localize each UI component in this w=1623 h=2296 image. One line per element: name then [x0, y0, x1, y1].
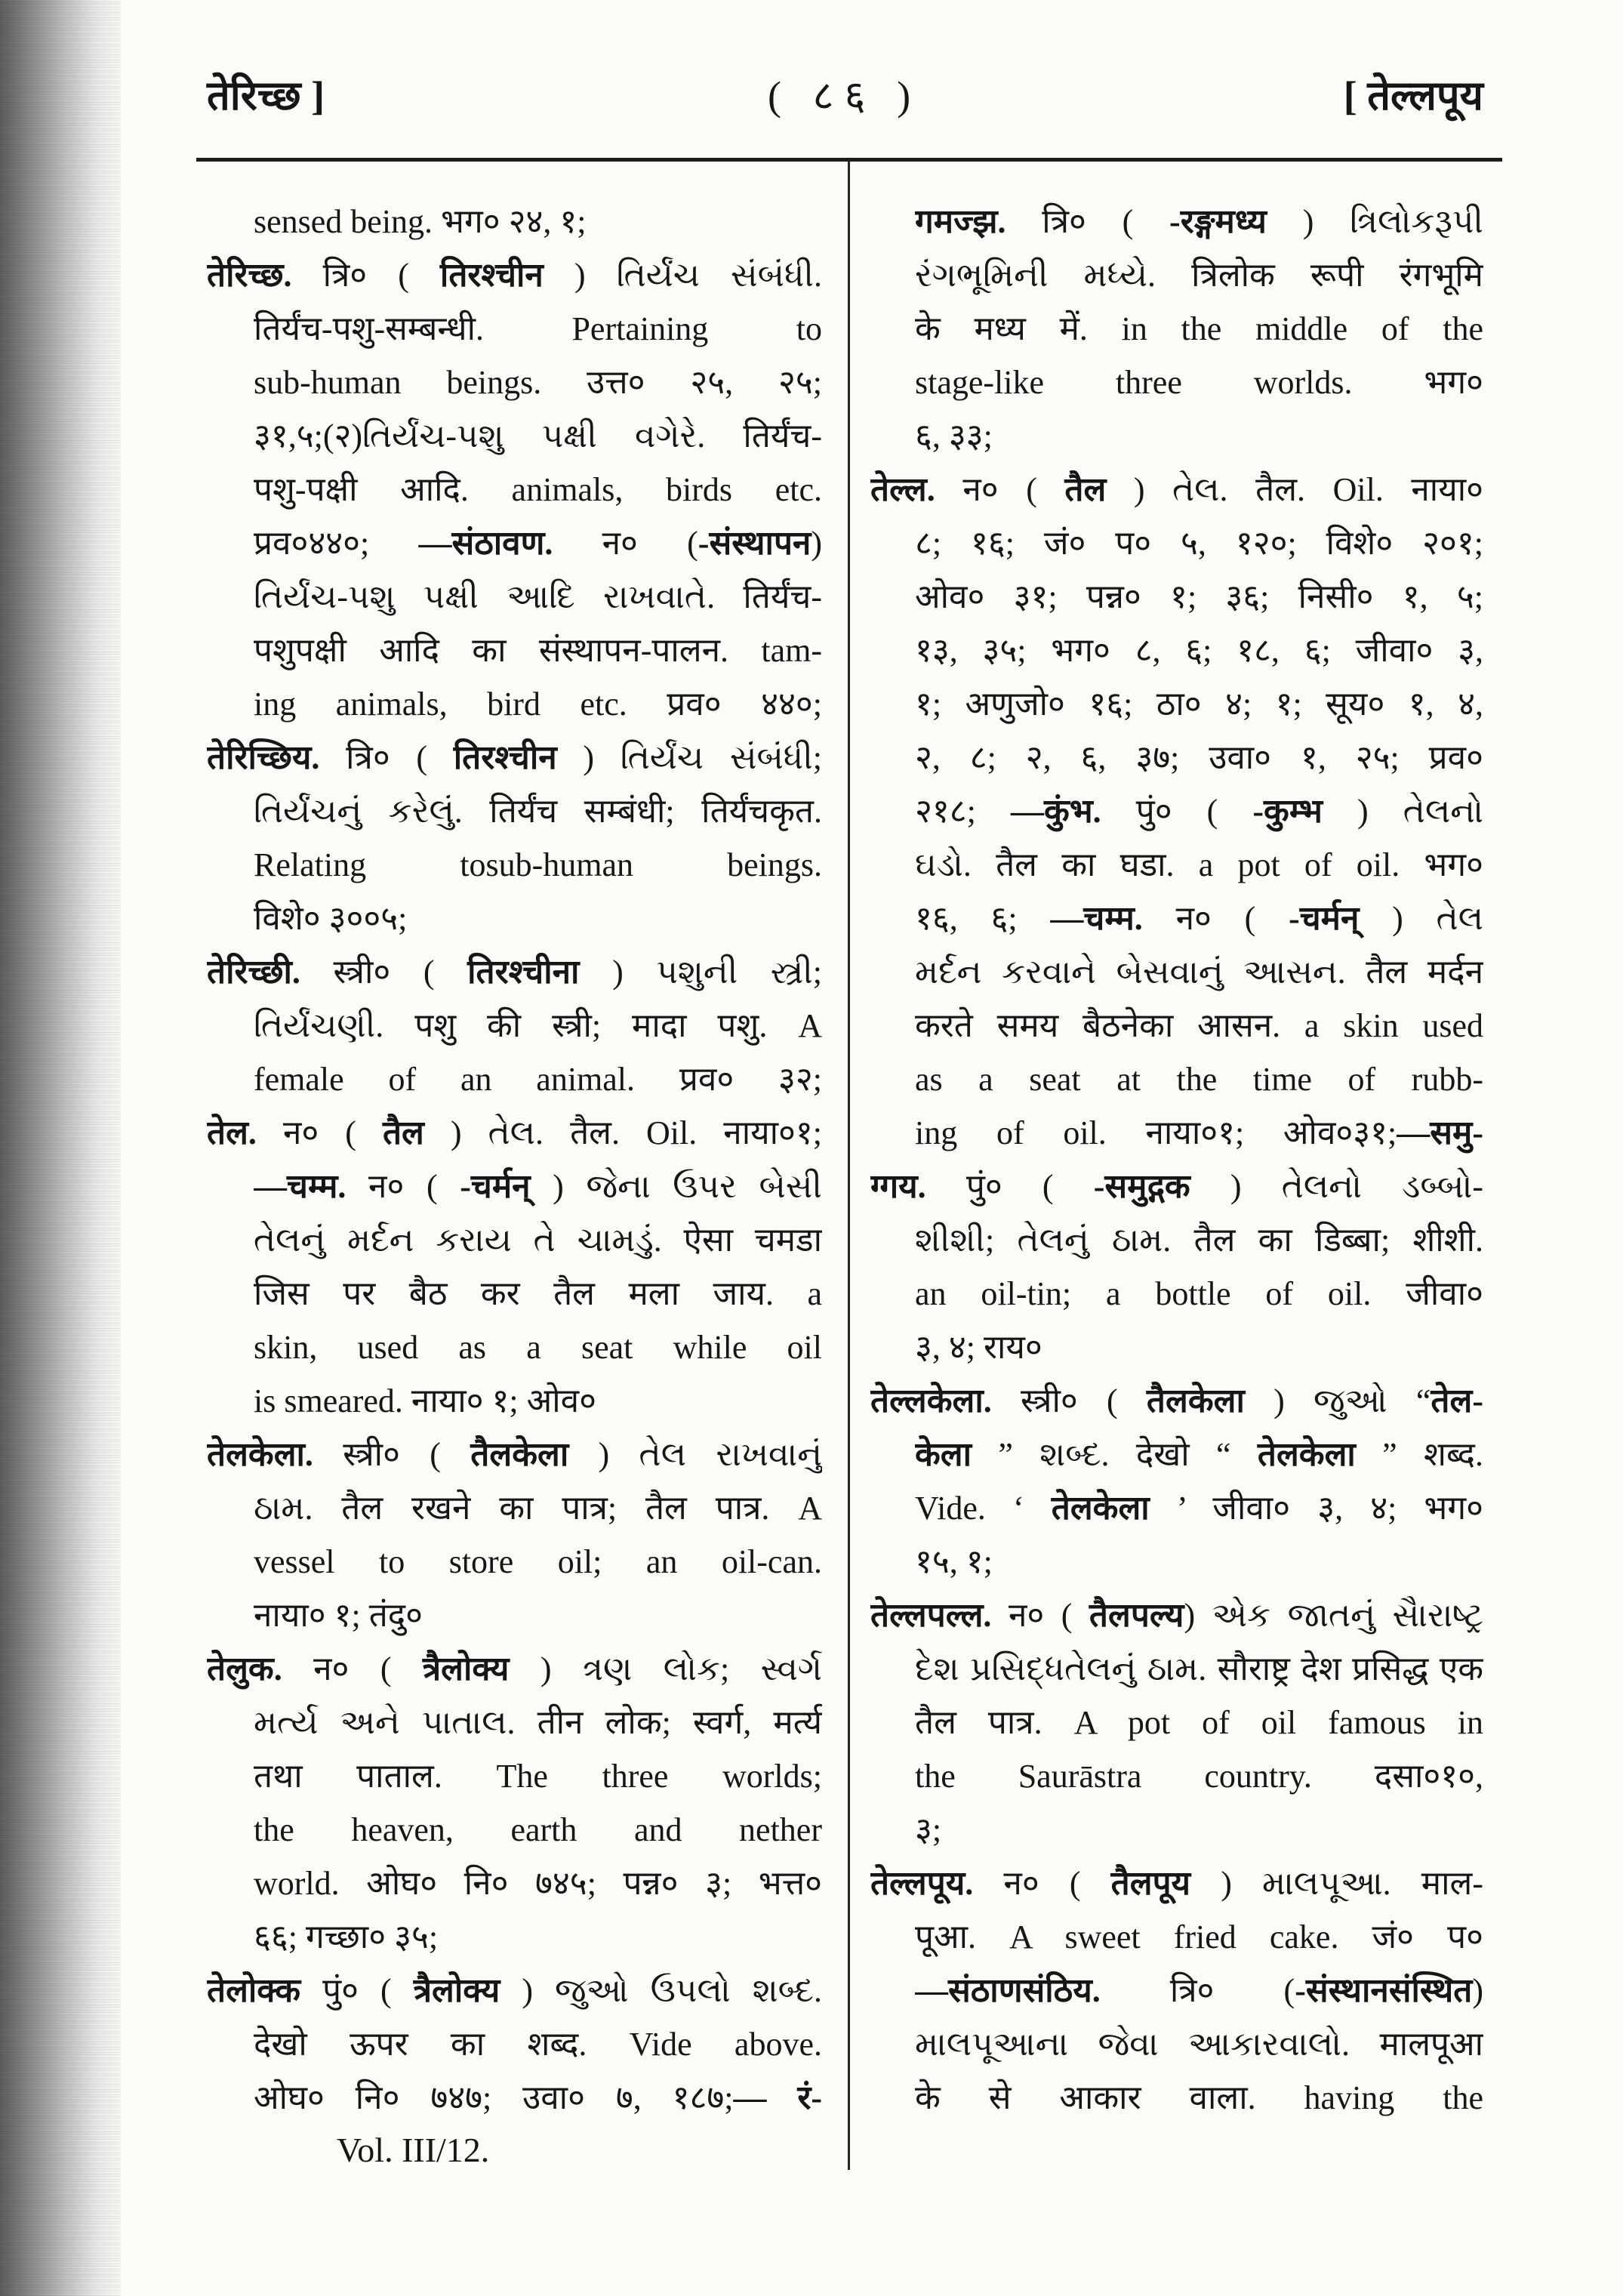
text-line: [915, 838, 1483, 892]
headword: —चम्म.: [254, 1168, 346, 1205]
entry-text: १५, १;: [915, 1543, 993, 1580]
text-line: [915, 892, 1483, 945]
entry-text: स्त्री० (: [313, 1436, 471, 1473]
text-line: [254, 516, 822, 570]
entry-text: ) ત્રિલોકરૂપી: [1266, 203, 1483, 240]
text-line: [915, 570, 1483, 624]
text-line: [254, 892, 822, 945]
headword: तेलकेला: [1051, 1490, 1150, 1527]
entry-text: तिर्यंच-पशु-सम्बन्धी. Pertaining to: [254, 310, 822, 347]
headword: केला: [915, 1436, 972, 1473]
entry-text: १६, ६;: [915, 900, 1051, 937]
headword: त्रैलोक्य: [413, 1972, 500, 2009]
headword: तेलकेला.: [207, 1436, 313, 1473]
text-line: [915, 677, 1483, 731]
entry-text: के मध्य में. in the middle of the: [915, 310, 1483, 347]
text-line: [254, 1267, 822, 1321]
entry-text: न० (: [991, 1597, 1089, 1634]
headword: तैल: [382, 1114, 424, 1151]
text-line: [254, 463, 822, 516]
text-line: [207, 1642, 822, 1696]
entry-text: पुं० (: [1101, 793, 1253, 830]
entry-text: ) તેલ રાખવાનું: [568, 1436, 822, 1473]
headword: तेलोक्क: [207, 1972, 301, 2009]
headword: —संठाणसंठिय.: [915, 1972, 1101, 2009]
entry-text: ) તેલનો: [1322, 793, 1483, 830]
headword: -संस्थापन: [698, 525, 812, 562]
text-line: [915, 1481, 1483, 1535]
entry-text: Relating tosub-human beings.: [254, 846, 822, 883]
entry-text: માલપૂઆના જેવા આકારવાલો. मालपूआ: [915, 2026, 1483, 2063]
entry-text: ६, ३३;: [915, 418, 993, 455]
headword: तेल्लकेला.: [870, 1382, 992, 1419]
headword: तैलपल्य: [1089, 1597, 1184, 1634]
entry-text: नाया० १; तंदु०: [254, 1597, 423, 1634]
text-line: [254, 1052, 822, 1106]
entry-text: ) જુઓ ઉપલો શબ્દ.: [500, 1972, 822, 2009]
text-line: [254, 1374, 822, 1428]
entry-text: female of an animal. प्रव० ३२;: [254, 1061, 822, 1098]
headword: -संस्थानसंस्थित: [1295, 1972, 1473, 2009]
entry-text: તિર્યંચણી. पशु की स्त्री; मादा पशु. A: [254, 1007, 822, 1044]
entry-text: ) તેલ. तैल. Oil. नाया०१;: [423, 1114, 822, 1151]
entry-text: stage-like three worlds. भग०: [915, 364, 1483, 401]
entry-text: તેલનું મર્દન કરાય તે ચામડું. ऐसा चमडा: [254, 1222, 822, 1259]
entry-text: १३, ३५; भग० ८, ६; १८, ६; जीवा० ३,: [915, 632, 1483, 669]
entry-text: त्रि० (: [1006, 203, 1170, 240]
text-line: [915, 1642, 1483, 1696]
headword: तेल्लपल्ल.: [870, 1597, 992, 1634]
text-line: [915, 1803, 1483, 1857]
entry-text: त्रि० (: [291, 257, 440, 294]
entry-text: ) જેના ઉપર બેસી: [530, 1168, 822, 1205]
text-line: [254, 1481, 822, 1535]
entry-text: ) તેલ. तैल. Oil. नाया०: [1106, 471, 1483, 508]
text-line: [915, 1964, 1483, 2017]
text-line: [254, 1160, 822, 1213]
text-line: [915, 1106, 1483, 1160]
text-line: [870, 1589, 1483, 1642]
text-line: [915, 1052, 1483, 1106]
entry-text: ३१,५;(२)તિર્યંચ-પશુ પક્ષી વગેરે. तिर्यंच-: [254, 418, 822, 455]
text-line: [207, 248, 822, 302]
entry-text: ओघ० नि० ७४७; उवा० ७, १८७;: [254, 2079, 734, 2116]
entry-text: skin, used as a seat while oil: [254, 1329, 822, 1366]
entry-text: મર્દન કરવાને બેસવાનું આસન. तैल मर्दन: [915, 954, 1483, 991]
entry-text: पशुपक्षी आदि का संस्थापन-पालन. tam-: [254, 632, 822, 669]
text-line: [254, 2071, 822, 2125]
entry-text: ३, ४; राय०: [915, 1329, 1042, 1366]
headword: गमज्झ.: [915, 203, 1006, 240]
text-line: [254, 1213, 822, 1267]
entry-text: the heaven, earth and nether: [254, 1811, 822, 1848]
headword: -चर्मन्: [1289, 900, 1360, 937]
text-line: [915, 784, 1483, 838]
text-line: [915, 1213, 1483, 1267]
text-line: [915, 945, 1483, 999]
headword: -रङ्गमध्य: [1169, 203, 1267, 240]
entry-text: sensed being. भग० २४, १;: [254, 203, 587, 240]
entry-text: શીશી; તેલનું ઠામ. तैल का डिब्बा; शीशी.: [915, 1222, 1483, 1259]
entry-text: ६६; गच्छा० ३५;: [254, 1918, 439, 1955]
entry-text: ઘડો. तैल का घडा. a pot of oil. भग०: [915, 846, 1483, 883]
text-line: [915, 1910, 1483, 1964]
entry-text: ) તિર્યંચ સંબંધી;: [556, 739, 822, 776]
text-line: [915, 2071, 1483, 2125]
entry-text: त्रि० (: [319, 739, 454, 776]
text-line: [254, 624, 822, 677]
headword: तेल्ल.: [870, 471, 935, 508]
entry-text: ) એક જાતનું સૈારાષ્ટ્ર: [1184, 1597, 1483, 1634]
entry-text: ) માલપૂઆ. माल-: [1190, 1865, 1483, 1902]
text-line: [915, 516, 1483, 570]
headword: — रं-: [733, 2079, 822, 2116]
headword: तेलुक.: [207, 1650, 282, 1687]
entry-text: ઠામ. तैल रखने का पात्र; तैल पात्र. A: [254, 1490, 822, 1527]
text-line: [915, 999, 1483, 1052]
entry-text: ) પશુની સ્ત્રી;: [579, 954, 822, 991]
entry-text: ओव० ३१; पन्न० १; ३६; निसी० १, ५;: [915, 578, 1483, 615]
text-line: [254, 1857, 822, 1910]
text-line: [870, 1857, 1483, 1910]
entry-text: sub-human beings. उत्त० २५, २५;: [254, 364, 822, 401]
text-line: [915, 1267, 1483, 1321]
text-line: [870, 1160, 1483, 1213]
entry-text: ): [811, 525, 822, 562]
text-line: [207, 945, 822, 999]
entry-text: पशु-पक्षी आदि. animals, birds etc.: [254, 471, 822, 508]
text-line: [207, 731, 822, 784]
text-line: [254, 356, 822, 409]
entry-text: त्रि० (: [1100, 1972, 1295, 2009]
text-line: [254, 1749, 822, 1803]
headword: —कुंभ.: [1010, 793, 1101, 830]
entry-text: स्त्री० (: [991, 1382, 1147, 1419]
headword: त्रैलोक्य: [422, 1650, 510, 1687]
entry-text: the Saurāstra country. दसा०१०,: [915, 1758, 1483, 1795]
text-line: [915, 302, 1483, 356]
entry-text: ) ત્રણ લોક; સ્વર્ગ: [509, 1650, 822, 1687]
entry-text: ing animals, bird etc. प्रव० ४४०;: [254, 686, 822, 723]
entry-text: देखो ऊपर का शब्द. Vide above.: [254, 2026, 822, 2063]
entry-text: તિર્યંચ-પશુ પક્ષી આદિ રાખવાતે. तिर्यंच-: [254, 578, 822, 615]
entry-text: जिस पर बैठ कर तैल मला जाय. a: [254, 1275, 822, 1312]
entry-text: is smeared. नाया० १; ओव०: [254, 1382, 597, 1419]
text-line: [915, 624, 1483, 677]
text-line: [254, 1535, 822, 1589]
entry-text: पूआ. A sweet fried cake. जं० प०: [915, 1918, 1483, 1955]
text-line: [915, 1749, 1483, 1803]
text-line: [254, 195, 822, 248]
headword: —समु-: [1397, 1114, 1483, 1151]
text-line: [254, 302, 822, 356]
entry-text: न० (: [935, 471, 1065, 508]
text-line: [915, 1535, 1483, 1589]
running-head-left: तेरिच्छ ]: [207, 73, 325, 119]
entry-text: ) જુઓ “: [1244, 1382, 1431, 1419]
entry-text: an oil-tin; a bottle of oil. जीवा०: [915, 1275, 1483, 1312]
headword: ग्गय.: [870, 1168, 926, 1205]
entry-text: ) તેલનો ડબ્બો-: [1190, 1168, 1483, 1205]
entry-text: पुं० (: [925, 1168, 1094, 1205]
entry-text: प्रव०४४०;: [254, 525, 419, 562]
binding-shadow: [0, 0, 121, 2296]
headword: -कुम्भ: [1252, 793, 1323, 830]
entry-text: Vide. ‘: [915, 1490, 1052, 1527]
headword: -समुद्गक: [1093, 1168, 1190, 1205]
text-line: [254, 1910, 822, 1964]
headword: तेलकेला: [1257, 1436, 1356, 1473]
text-line: [870, 1374, 1483, 1428]
text-line: [254, 1321, 822, 1374]
headword: —चम्म.: [1050, 900, 1143, 937]
entry-text: તિર્યંચનું કરેલું. तिर्यंच सम्बंधी; तिर्यंचकृत.: [254, 793, 822, 830]
entry-text: as a seat at the time of rubb-: [915, 1061, 1483, 1098]
entry-text: ’ जीवा० ३, ४; भग०: [1149, 1490, 1483, 1527]
entry-text: vessel to store oil; an oil-can.: [254, 1543, 822, 1580]
column-divider: [848, 162, 850, 2170]
text-line: [254, 677, 822, 731]
entry-text: ३;: [915, 1811, 942, 1848]
text-line: [207, 1964, 822, 2017]
text-line: [870, 463, 1483, 516]
headword: तेरिच्छिय.: [207, 739, 320, 776]
headword: तेल्लपूय.: [870, 1865, 974, 1902]
entry-text: ing of oil. नाया०१; ओव०३१;: [915, 1114, 1397, 1151]
text-line: [254, 570, 822, 624]
headword: तिरश्चीन: [439, 257, 544, 294]
headword: —संठावण.: [418, 525, 553, 562]
headword: तेरिच्छ.: [207, 257, 292, 294]
running-head-right: [ तेल्लपूय: [1343, 73, 1483, 119]
entry-text: तैल पात्र. A pot of oil famous in: [915, 1704, 1483, 1741]
entry-text: न० (: [256, 1114, 383, 1151]
entry-text: न० (: [346, 1168, 460, 1205]
text-line: [915, 248, 1483, 302]
text-line: [254, 999, 822, 1052]
entry-text: world. ओघ० नि० ७४५; पन्न० ३; भत्त०: [254, 1865, 822, 1902]
entry-text: न० (: [1142, 900, 1289, 937]
headword: तेल-: [1431, 1382, 1483, 1419]
headword: तिरश्चीना: [467, 954, 580, 991]
entry-text: तथा पाताल. The three worlds;: [254, 1758, 822, 1795]
text-line: [254, 1696, 822, 1749]
headword: तैलकेला: [1146, 1382, 1245, 1419]
text-line: [254, 1589, 822, 1642]
entry-text: દેશ પ્રસિદ્ધતેલનું ઠામ. सौराष्ट्र देश प्रसिद्ध एक: [915, 1650, 1483, 1687]
entry-text: ८; १६; जं० प० ५, १२०; विशे० २०१;: [915, 525, 1483, 562]
text-line: [254, 2017, 822, 2071]
entry-text: करते समय बैठनेका आसन. a skin used: [915, 1007, 1483, 1044]
text-line: [915, 1696, 1483, 1749]
text-line: [254, 838, 822, 892]
text-line: [254, 784, 822, 838]
entry-text: ) તેલ: [1359, 900, 1483, 937]
entry-text: ” શબ્દ. देखो “: [972, 1436, 1258, 1473]
entry-text: के से आकार वाला. having the: [915, 2079, 1483, 2116]
entry-text: न० (: [282, 1650, 423, 1687]
headword: तेरिच्छी.: [207, 954, 300, 991]
headword: तेल.: [207, 1114, 257, 1151]
entry-text: २, ८; २, ६, ३७; उवा० १, २५; प्रव०: [915, 739, 1483, 776]
headword: तैल: [1064, 471, 1107, 508]
page-number: ( ८६ ): [768, 73, 922, 119]
entry-text: રંગભૂમિની મધ્યે. त्रिलोक रूपी रंगभूमि: [915, 257, 1483, 294]
headword: -चर्मन्: [460, 1168, 531, 1205]
text-line: [207, 1106, 822, 1160]
entry-text: न० (: [973, 1865, 1111, 1902]
headword: तैलकेला: [470, 1436, 569, 1473]
text-line: [915, 731, 1483, 784]
text-line: [915, 356, 1483, 409]
text-line: [254, 1803, 822, 1857]
entry-text: १; अणुजो० १६; ठा० ४; १; सूय० १, ४,: [915, 686, 1483, 723]
text-line: [207, 1428, 822, 1481]
entry-text: पुं० (: [300, 1972, 414, 2009]
text-line: [915, 2017, 1483, 2071]
text-line: [915, 195, 1483, 248]
entry-text: ” शब्द.: [1355, 1436, 1483, 1473]
text-line: [254, 409, 822, 463]
entry-text: મર્ત્ય અને પાતાલ. तीन लोक; स्वर्ग, मर्त्य: [254, 1704, 822, 1741]
text-line: [915, 1321, 1483, 1374]
headword: तिरश्चीन: [453, 739, 557, 776]
entry-text: ): [1472, 1972, 1483, 2009]
headword: तैलपूय: [1110, 1865, 1191, 1902]
volume-footer: Vol. III/12.: [337, 2131, 490, 2169]
entry-text: २१८;: [915, 793, 1011, 830]
entry-text: न० (: [553, 525, 698, 562]
text-line: [915, 409, 1483, 463]
entry-text: स्त्री० (: [300, 954, 468, 991]
entry-text: विशे० ३००५;: [254, 900, 408, 937]
text-line: [915, 1428, 1483, 1481]
entry-text: ) તિર્યંચ સંબંધી.: [543, 257, 822, 294]
